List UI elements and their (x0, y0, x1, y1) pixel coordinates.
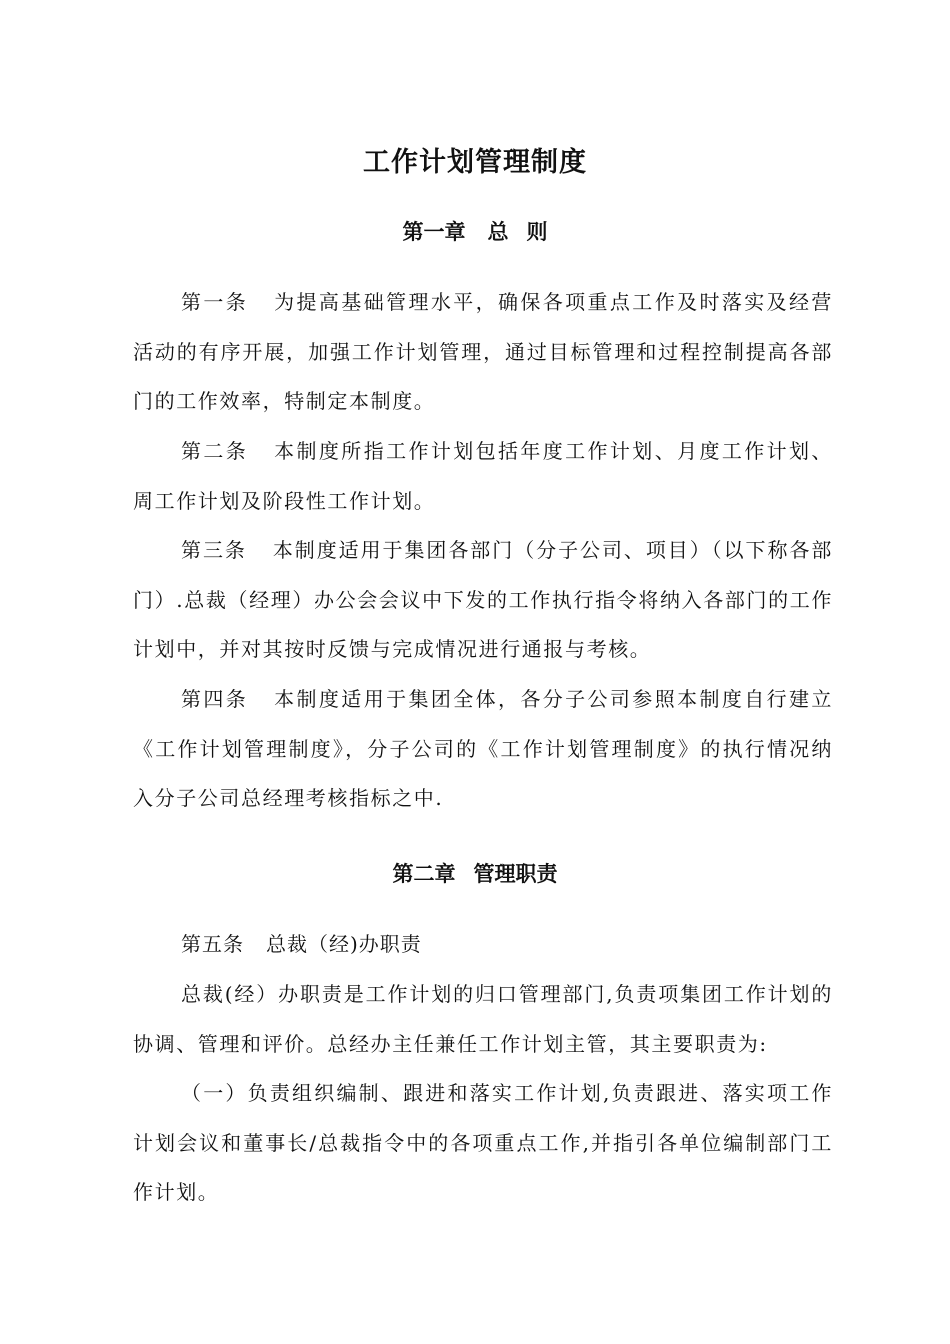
article-2 (133, 427, 833, 526)
document-title: 工作计划管理制度 (363, 147, 587, 178)
article-1 (133, 278, 833, 427)
article-3-label: 第三条 (181, 538, 247, 562)
chapter-1-heading (0, 216, 950, 246)
article-1-label: 第一条 (181, 290, 249, 314)
article-2-text: 本制度所指工作计划包括年度工作计划、月度工作计划、周工作计划及阶段性工作计划。 (133, 439, 833, 513)
article-5-item-1: （一）负责组织编制、跟进和落实工作计划,负责跟进、落实项工作计划会议和董事长/总裁指令中的各项重点工作,并指引各单位编制部门工作计划。 (133, 1081, 833, 1204)
article-3-text: 本制度适用于集团各部门（分子公司、项目）（以下称各部门）.总裁（经理）办公会会议中下发的工作执行指令将纳入各部门的工作计划中，并对其按时反馈与完成情况进行通报与考核。 (133, 538, 833, 661)
article-5-heading-text: 总裁（经)办职责 (266, 932, 422, 956)
article-3 (133, 526, 833, 675)
chapter-2-heading (0, 858, 950, 888)
article-2-label: 第二条 (181, 439, 249, 463)
article-4 (133, 675, 833, 824)
chapter-1-name: 总 (487, 219, 509, 244)
article-5-body: 总裁(经）办职责是工作计划的归口管理部门,负责项集团工作计划的协调、管理和评价。总经办主任兼任工作计划主管，其主要职责为: (133, 982, 833, 1056)
article-1-text: 为提高基础管理水平，确保各项重点工作及时落实及经营活动的有序开展，加强工作计划管理，通过目标管理和过程控制提高各部门的工作效率，特制定本制度。 (133, 290, 833, 413)
chapter-1-name-2: 则 (526, 219, 548, 244)
article-4-text: 本制度适用于集团全体，各分子公司参照本制度自行建立《工作计划管理制度》，分子公司的《工作计划管理制度》的执行情况纳入分子公司总经理考核指标之中. (133, 687, 833, 810)
article-5-heading (133, 920, 833, 970)
chapter-2-name: 管理职责 (473, 861, 558, 886)
article-4-label: 第四条 (181, 687, 249, 711)
chapter-2-number: 第二章 (392, 861, 456, 886)
article-5-label: 第五条 (181, 932, 244, 956)
chapter-1-number: 第一章 (402, 219, 466, 244)
